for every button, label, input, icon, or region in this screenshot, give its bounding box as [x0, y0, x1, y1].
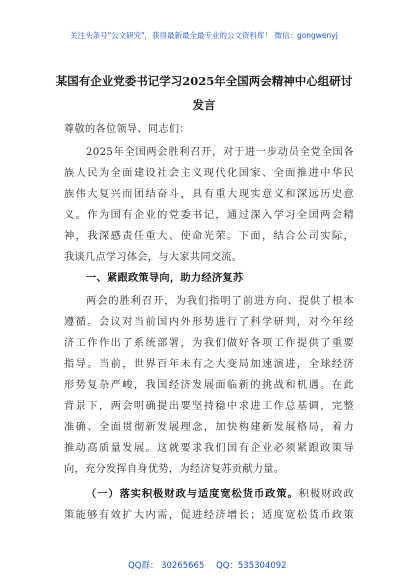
intro-line: 我谈几点学习体会，与大家共同交流。: [64, 252, 243, 263]
subsection-heading: （一）落实积极财政与适度宽松货币政策。: [86, 488, 299, 500]
section-paragraph-line: 形势复杂严峻，我国经济发展面临新的挑战和机遇。在此: [64, 380, 354, 391]
section-paragraph-line: 遵循。会议对当前国内外形势进行了科学研判，对今年经: [64, 317, 354, 328]
subsection-text: 积极财政政: [298, 489, 354, 500]
header-promo-note: 关注头条号"公文研究"，获得最新最全最专业的公文资料库！ 微信：gongwenyj: [70, 31, 338, 40]
section-paragraph-line: 准确、全面贯彻新发展理念，加快构建新发展格局，着力: [64, 422, 354, 433]
section-heading: 一、紧跟政策导向，助力经济复苏: [86, 272, 244, 284]
subsection-line: [86, 485, 354, 500]
section-paragraph-line: 背景下，两会明确提出要坚持稳中求进工作总基调，完整: [64, 401, 354, 412]
section-paragraph-line: 向，充分发挥自身优势，为经济复苏贡献力量。: [64, 464, 285, 475]
intro-line: 2025年全国两会胜利召开，对于进一步动员全党全国各: [86, 147, 354, 158]
section-paragraph-line: 济工作作出了系统部署，为我们做好各项工作提供了重要: [64, 338, 354, 349]
document-title-line-2: 发言: [192, 98, 216, 112]
subsection-line: 策能够有效扩大内需，促进经济增长；适度宽松货币政策: [64, 510, 354, 521]
greeting: 尊敬的各位领导、同志们：: [64, 124, 190, 135]
section-paragraph-line: 指导。当前，世界百年未有之大变局加速演进，全球经济: [64, 359, 354, 370]
document-title-line-1: 某国有企业党委书记学习2025年全国两会精神中心组研讨: [55, 74, 353, 88]
intro-line: 族人民为全面建设社会主义现代化国家、全面推进中华民: [64, 168, 354, 179]
section-paragraph-line: 推动高质量发展。这就要求我们国有企业必须紧跟政策导: [64, 443, 354, 454]
intro-line: 族伟大复兴而团结奋斗，具有重大现实意义和深远历史意: [64, 189, 354, 200]
footer-qq-number: QQ：535304092: [216, 561, 287, 571]
footer-qq-group: QQ群： 30265665: [128, 561, 205, 571]
intro-line: 义。作为国有企业的党委书记，通过深入学习全国两会精: [64, 210, 354, 221]
section-paragraph-line: 两会的胜利召开，为我们指明了前进方向、提供了根本: [86, 296, 354, 307]
intro-line: 神，我深感责任重大、使命光荣。下面，结合公司实际，: [64, 231, 354, 242]
